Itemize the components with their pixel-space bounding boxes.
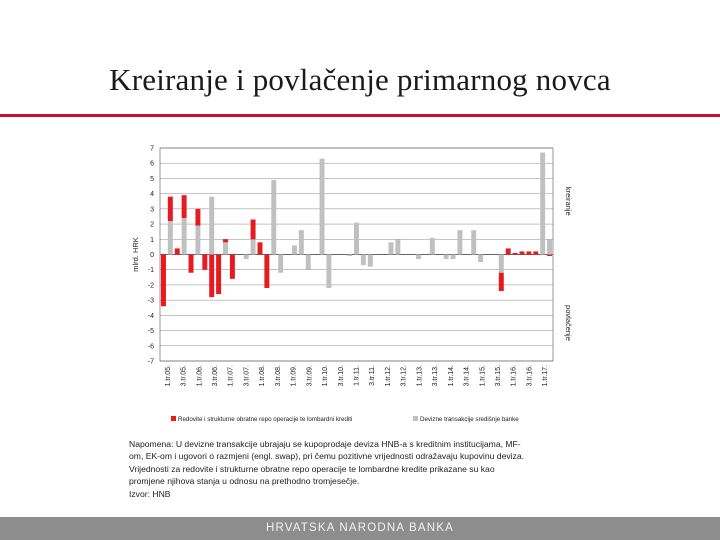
legend-label-fx: Devizne transakcije središnje banke [420,416,519,423]
slide-title: Kreiranje i povlačenje primarnog novca [109,62,611,97]
y-tick-label: 3 [150,206,154,214]
bar-fx [547,239,552,254]
bars [161,153,552,307]
x-tick-label: 1.tr.17. [542,365,550,387]
y-tick-label: -4 [147,312,154,320]
bar-fx [395,239,400,254]
bar-fx [299,230,304,254]
x-tick-label: 3.tr.05. [180,365,188,387]
bar-fx [271,180,276,255]
right-label-kreiranje: kreiranje [564,186,573,216]
bar-fx [347,255,352,257]
note-line-1: Napomena: U devizne transakcije ubrajaju se kupoprodaje deviza HNB-a s kreditnim institucijama, MF- [129,439,521,449]
bar-fx [168,221,173,254]
bar-repo [223,239,228,242]
bar-repo [506,248,511,254]
x-tick-label: 1.tr.14. [447,365,455,387]
legend [171,416,519,423]
bar-repo [161,255,166,307]
bar-fx [471,230,476,254]
legend-swatch-fx [413,416,418,421]
chart-note [129,438,599,500]
footer-text: HRVATSKA NARODNA BANKA [265,522,455,534]
x-tick-label: 1.tr.12. [384,365,392,387]
x-tick-label: 3.tr.09. [306,365,314,387]
bar-fx [361,255,366,266]
x-tick-label: 3.tr.13. [432,365,440,387]
right-label-povlacenje: povlačenje [564,305,573,341]
x-axis-ticks [165,365,549,386]
bar-repo [202,255,207,270]
y-tick-label: -5 [147,328,154,336]
bar-repo [209,255,214,298]
y-tick-label: 5 [150,175,154,183]
bar-repo [257,242,262,254]
y-tick-label: 6 [150,160,154,168]
bar-fx [320,159,325,255]
x-tick-label: 3.tr.15. [494,364,502,387]
bar-repo [251,220,256,240]
legend-label-repo: Redovite i strukturne obratne repo operacije te lombardni krediti [178,416,353,423]
x-tick-label: 3.tr.11. [369,365,377,386]
bar-repo [519,251,524,254]
bar-fx [499,255,504,273]
y-tick-label: 0 [150,252,154,259]
bar-fx [326,255,331,288]
y-tick-label: -2 [147,282,154,290]
bar-repo [547,255,552,257]
bar-fx [209,197,214,255]
bar-repo [195,209,200,226]
bar-fx [306,255,311,270]
y-tick-label: -1 [147,267,154,275]
y-axis-ticks [148,146,154,366]
bar-fx [278,255,283,273]
bar-fx [182,218,187,255]
bar-repo [499,273,504,291]
note-line-2: om, EK-om i ugovori o razmjeni (engl. swap), pri čemu pozitivne vrijednosti odražavaju kupovinu deviza. [129,451,525,462]
bar-fx [457,230,462,254]
bar-fx [444,255,449,260]
x-tick-label: 3.tr.14. [463,365,471,387]
x-tick-label: 1.tr.11. [353,365,361,386]
x-tick-label: 3.tr.07. [243,365,251,387]
note-source: Izvor: HNB [129,488,171,499]
note-line-4: promjene njihova stanja u odnosu na prethodno tromjesečje. [129,476,360,487]
y-tick-label: 1 [150,236,154,244]
bar-repo [264,255,269,288]
x-tick-label: 1.tr.06. [196,365,204,387]
x-tick-label: 1.tr.09. [290,365,298,387]
legend-swatch-repo [171,416,176,421]
x-tick-label: 3.tr.06. [212,365,220,387]
bar-fx [195,226,200,255]
bar-fx [478,255,483,263]
bar-repo [216,255,221,295]
note-line-3: Vrijednosti za redovite i strukturne obratne repo operacije te lombardne kredite prikazane su kao [129,463,495,474]
bar-repo [182,195,187,218]
x-tick-label: 1.tr.15. [479,365,487,387]
x-tick-label: 1.tr.05. [164,365,172,387]
y-axis-label: mlrd. HRK [131,237,140,272]
bar-fx [430,238,435,255]
bar-repo [189,255,194,273]
x-tick-label: 3.tr.12. [400,365,408,387]
bar-repo [533,251,538,254]
bar-repo [230,255,235,279]
y-tick-label: 2 [150,221,154,229]
bar-fx [244,255,249,260]
y-tick-label: -3 [147,297,154,305]
x-tick-label: 3.tr.10. [337,365,345,387]
bar-fx [451,255,456,260]
bar-repo [175,248,180,254]
bar-fx [416,255,421,260]
bar-fx [540,153,545,255]
y-tick-label: 7 [150,145,154,153]
x-tick-label: 3.tr.16. [526,365,534,387]
x-tick-label: 3.tr.08. [274,365,282,387]
x-tick-label: 1.tr.13. [416,365,424,387]
bar-repo [526,251,531,254]
y-tick-label: 4 [150,191,154,199]
bar-fx [388,242,393,254]
footer-bar [0,517,720,540]
bar-fx [251,239,256,254]
bar-fx [368,255,373,267]
bar-fx [354,223,359,255]
x-tick-label: 1.tr.07. [227,365,235,387]
y-tick-label: -7 [147,358,154,366]
bar-fx [223,242,228,254]
bar-repo [168,197,173,221]
x-tick-label: 1.tr.10. [322,365,330,387]
y-tick-label: -6 [147,343,154,351]
bar-repo [513,253,518,255]
x-tick-label: 1.tr.16. [510,365,518,387]
x-tick-label: 1.tr.08. [259,365,267,387]
bar-fx [292,245,297,254]
